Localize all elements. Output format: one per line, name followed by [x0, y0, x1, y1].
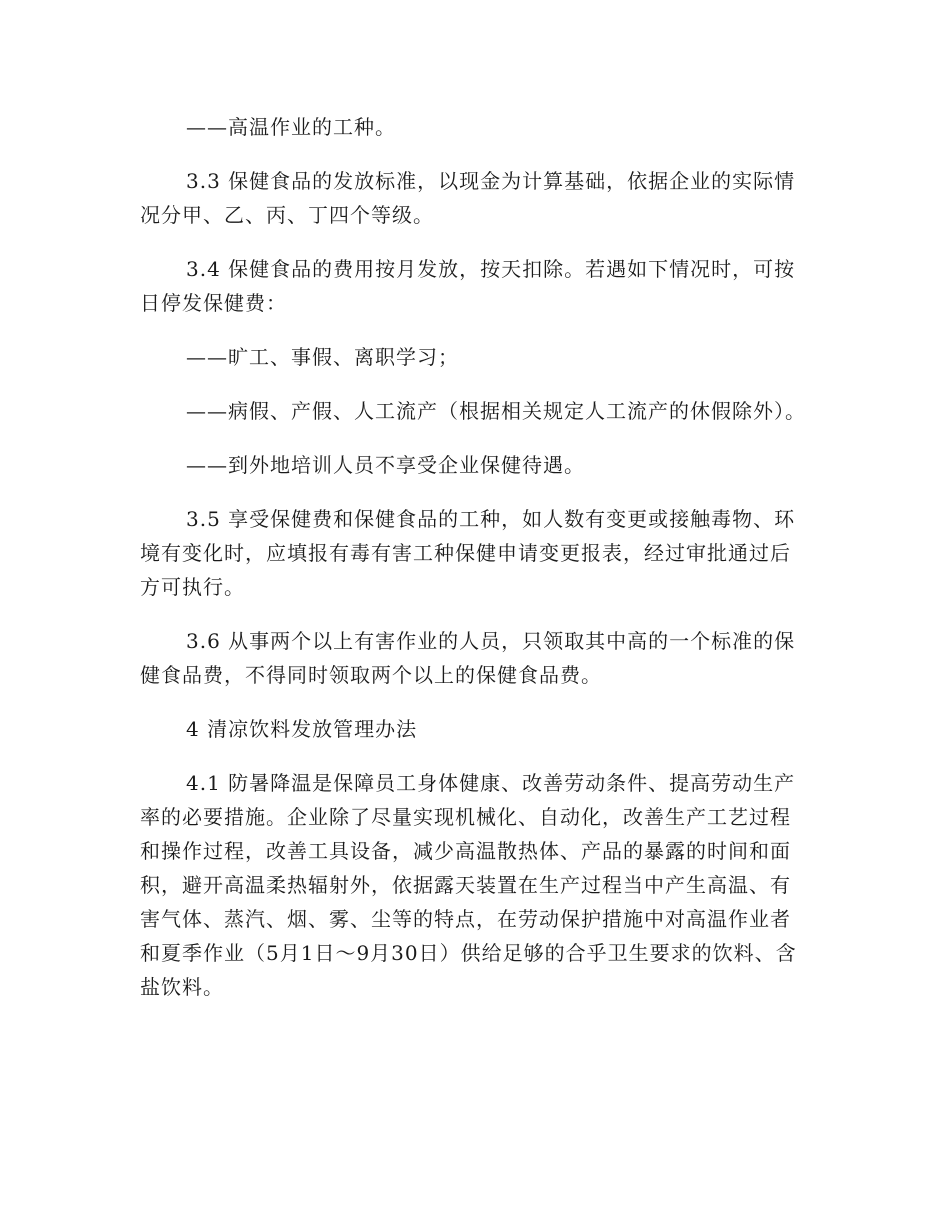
- section-heading-4: 4 清凉饮料发放管理办法: [186, 717, 418, 741]
- paragraph-3-5: 3.5 享受保健费和保健食品的工种，如人数有变更或接触毒物、环境有变化时，应填报有毒有害工种保健申请变更报表，经过审批通过后方可执行。: [140, 507, 796, 599]
- paragraph-3-4: 3.4 保健食品的费用按月发放，按天扣除。若遇如下情况时，可按日停发保健费：: [140, 257, 796, 315]
- paragraph-3-3: 3.3 保健食品的发放标准，以现金为计算基础，依据企业的实际情况分甲、乙、丙、丁四个等级。: [140, 169, 796, 227]
- paragraph-sick-leave: ——病假、产假、人工流产（根据相关规定人工流产的休假除外）。: [186, 399, 806, 423]
- paragraph-high-temp-work: ——高温作业的工种。: [186, 115, 396, 139]
- paragraph-4-1: 4.1 防暑降温是保障员工身体健康、改善劳动条件、提高劳动生产率的必要措施。企业除了尽量实现机械化、自动化，改善生产工艺过程和操作过程，改善工具设备，减少高温散热体、产品的暴露的时间和面积，避开高温柔热辐射外，依据露天装置在生产过程当中产生高温、有害气体、蒸汽、烟、雾、尘等的特点，在劳动保护措施中对高温作业者和夏季作业（5月1日～9月30日）供给足够的合乎卫生要求的饮料、含盐饮料。: [140, 771, 797, 999]
- paragraph-absence: ——旷工、事假、离职学习；: [186, 345, 459, 369]
- paragraph-training: ——到外地培训人员不享受企业保健待遇。: [186, 453, 585, 477]
- paragraph-3-6: 3.6 从事两个以上有害作业的人员，只领取其中高的一个标准的保健食品费，不得同时领取两个以上的保健食品费。: [140, 629, 796, 687]
